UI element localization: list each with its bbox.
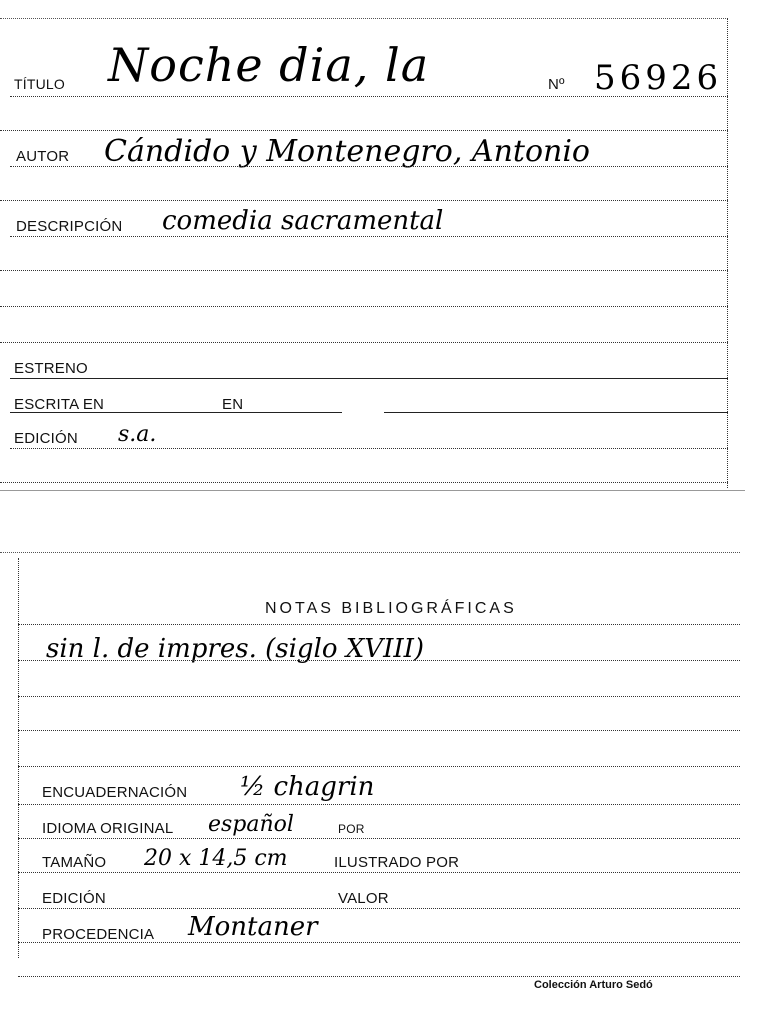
notas-value: sin l. de impres. (siglo XVIII)	[46, 634, 425, 664]
tamano-label: TAMAÑO	[42, 854, 107, 871]
procedencia-value: Montaner	[188, 912, 318, 942]
procedencia-label: PROCEDENCIA	[42, 926, 155, 943]
top-card-edge	[0, 18, 728, 19]
edicion-line-2	[0, 482, 728, 483]
encuadernacion-label: ENCUADERNACIÓN	[42, 784, 188, 801]
encuadernacion-line	[18, 804, 740, 805]
notas-line-0	[18, 624, 740, 625]
notas-line-4	[18, 766, 740, 767]
descripcion-label: DESCRIPCIÓN	[16, 218, 123, 235]
estreno-label: ESTRENO	[14, 360, 88, 377]
notas-line-2	[18, 696, 740, 697]
edicion-b-line	[18, 908, 740, 909]
autor-line-2	[0, 200, 728, 201]
idioma-value: español	[208, 812, 294, 837]
autor-line	[10, 166, 728, 167]
blank-line-3	[0, 342, 728, 343]
collection-footer: Colección Arturo Sedó	[534, 979, 653, 991]
procedencia-line	[18, 942, 740, 943]
valor-label: VALOR	[338, 890, 389, 907]
edicion-value: s.a.	[118, 422, 157, 447]
idioma-label: IDIOMA ORIGINAL	[42, 820, 174, 837]
tamano-value: 20 x 14,5 cm	[144, 846, 288, 871]
notas-heading: NOTAS BIBLIOGRÁFICAS	[265, 600, 517, 617]
encuadernacion-value: ½ chagrin	[240, 772, 375, 802]
blank-line-2	[0, 306, 728, 307]
escrita-en-line-a	[10, 412, 342, 413]
descripcion-line	[10, 236, 728, 237]
autor-value: Cándido y Montenegro, Antonio	[104, 134, 590, 169]
numero-label: Nº	[548, 76, 565, 93]
top-index-card	[0, 0, 730, 492]
bottom-line	[18, 976, 740, 977]
blank-line-1	[0, 270, 728, 271]
tamano-line	[18, 872, 740, 873]
descripcion-value: comedia sacramental	[162, 206, 444, 236]
bottom-card-left-border	[18, 558, 19, 958]
edicion-b-label: EDICIÓN	[42, 890, 106, 907]
ilustrado-label: ILUSTRADO POR	[334, 854, 460, 871]
notas-line-1	[18, 660, 740, 661]
titulo-line	[10, 96, 728, 97]
estreno-line	[10, 378, 728, 379]
escrita-en-label: ESCRITA EN	[14, 396, 105, 413]
titulo-line-2	[0, 130, 728, 131]
idioma-line	[18, 838, 740, 839]
autor-label: AUTOR	[16, 148, 70, 165]
top-card-right-border	[727, 18, 728, 488]
titulo-label: TÍTULO	[14, 76, 65, 92]
numero-value: 56926	[594, 58, 723, 98]
edicion-line	[10, 448, 728, 449]
en-label: EN	[222, 396, 244, 413]
notas-line-3	[18, 730, 740, 731]
bottom-index-card	[0, 548, 740, 1008]
por-label: POR	[338, 822, 365, 836]
top-card-bottom-edge	[0, 490, 745, 491]
bottom-card-edge	[0, 552, 740, 553]
edicion-label: EDICIÓN	[14, 430, 78, 447]
escrita-en-line-b	[384, 412, 728, 413]
titulo-value: Noche dia, la	[108, 38, 430, 92]
